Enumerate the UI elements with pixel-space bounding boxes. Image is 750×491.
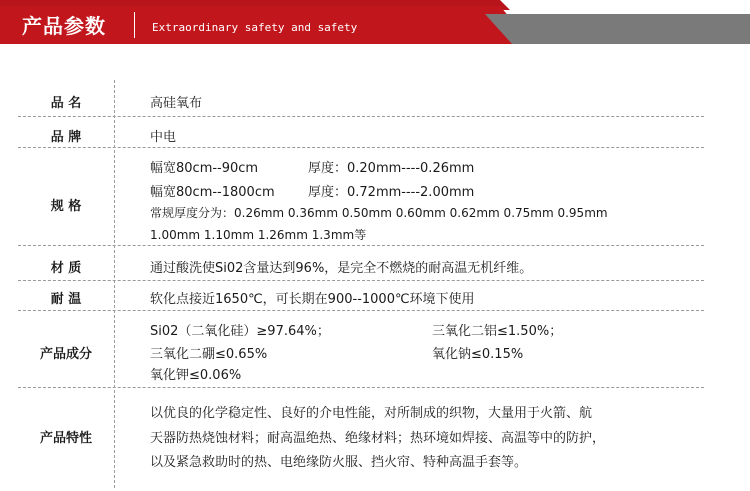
- section-title: 产品参数: [22, 14, 106, 38]
- row-value-name: 高硅氧布: [150, 96, 203, 111]
- row-label-brand: 品 牌: [50, 130, 82, 145]
- row-label-composition: 产品成分: [39, 347, 92, 362]
- composition-b2o3: 三氧化二硼≤0.65%: [150, 347, 268, 362]
- column-divider: [114, 80, 115, 488]
- section-header: [0, 0, 750, 48]
- spec-thickness-list-2: 1.00mm 1.10mm 1.26mm 1.3mm等: [150, 228, 367, 242]
- composition-al2o3: 三氧化二铝≤1.50%；: [432, 324, 563, 339]
- features-line-1: 以优良的化学稳定性、良好的介电性能，对所制成的织物，大量用于火箭、航: [150, 406, 593, 421]
- spec-width-1: 幅宽80cm--90cm: [150, 161, 259, 176]
- row-divider: [18, 280, 704, 281]
- header-banner-shape: [0, 0, 750, 48]
- row-label-spec: 规 格: [50, 199, 82, 214]
- section-subtitle: Extraordinary safety and safety: [152, 21, 358, 34]
- features-line-2: 天器防热烧蚀材料；耐高温绝热、绝缘材料；热环境如焊接、高温等中的防护，: [150, 431, 606, 446]
- composition-na2o: 氧化钠≤0.15%: [432, 347, 524, 362]
- row-label-features: 产品特性: [39, 431, 92, 446]
- spec-thickness-1: 厚度：0.20mm----0.26mm: [308, 161, 475, 176]
- features-line-3: 以及紧急救助时的热、电绝缘防火服、挡火帘、特种高温手套等。: [150, 455, 528, 470]
- row-divider: [18, 116, 704, 117]
- spec-thickness-list: 常规厚度分为：0.26mm 0.36mm 0.50mm 0.60mm 0.62mm 0.75mm 0.95mm: [150, 206, 608, 220]
- row-label-temperature: 耐 温: [50, 292, 82, 307]
- row-label-name: 品 名: [50, 96, 82, 111]
- row-label-material: 材 质: [50, 261, 82, 276]
- row-value-brand: 中电: [150, 130, 177, 145]
- row-value-material: 通过酸洗使Si02含量达到96%，是完全不燃烧的耐高温无机纤维。: [150, 261, 533, 276]
- row-divider: [18, 387, 704, 388]
- row-divider: [18, 310, 704, 311]
- spec-thickness-2: 厚度：0.72mm----2.00mm: [308, 185, 475, 200]
- composition-sio2: Si02（二氧化硅）≥97.64%；: [150, 324, 330, 339]
- header-divider: [134, 12, 135, 38]
- composition-k2o: 氧化钾≤0.06%: [150, 368, 242, 383]
- spec-width-2: 幅宽80cm--1800cm: [150, 185, 275, 200]
- row-divider: [18, 147, 704, 148]
- row-value-temperature: 软化点接近1650℃，可长期在900--1000℃环境下使用: [150, 292, 475, 307]
- row-divider: [18, 245, 704, 246]
